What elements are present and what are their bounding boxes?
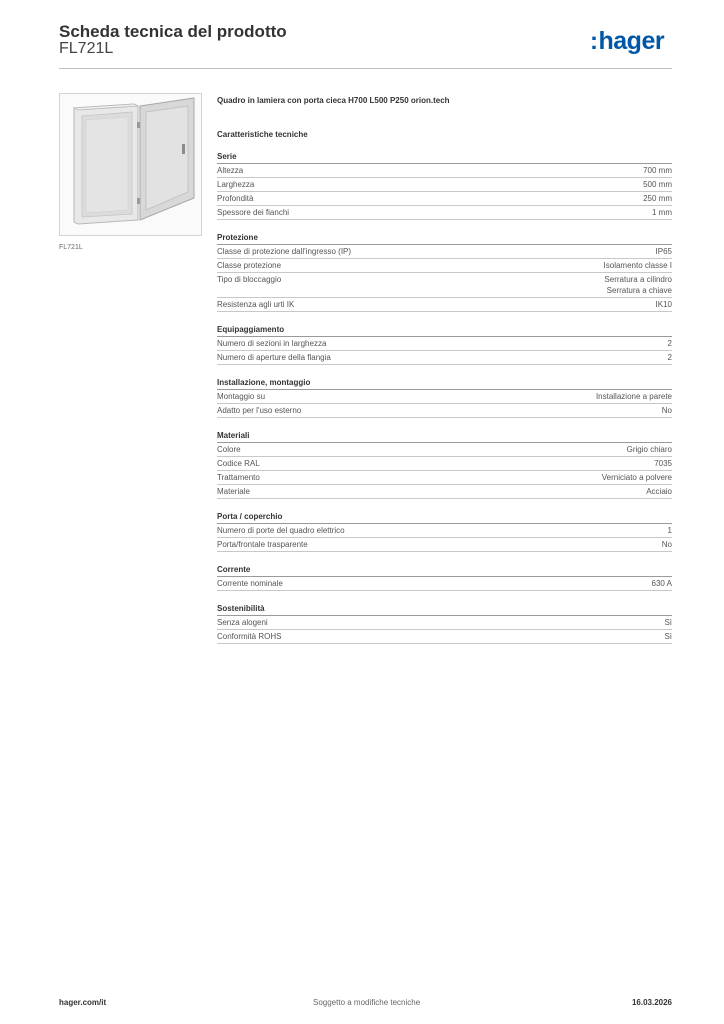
spec-row bbox=[217, 471, 672, 485]
spec-value: No bbox=[661, 540, 672, 549]
spec-row bbox=[217, 337, 672, 351]
spec-section bbox=[217, 232, 672, 312]
spec-row bbox=[217, 524, 672, 538]
spec-value: 2 bbox=[667, 339, 672, 348]
page-title: Scheda tecnica del prodotto bbox=[59, 22, 287, 41]
spec-row bbox=[217, 164, 672, 178]
section-title: Equipaggiamento bbox=[217, 324, 672, 337]
spec-value: 1 mm bbox=[652, 208, 672, 217]
section-title: Serie bbox=[217, 151, 672, 164]
product-code: FL721L bbox=[59, 40, 114, 57]
spec-label: Numero di aperture della flangia bbox=[217, 353, 331, 362]
spec-label: Conformità ROHS bbox=[217, 632, 282, 641]
spec-sections bbox=[217, 151, 672, 644]
spec-row bbox=[217, 273, 672, 298]
section-title: Corrente bbox=[217, 564, 672, 577]
hager-logo bbox=[590, 27, 664, 56]
section-title: Sostenibilità bbox=[217, 603, 672, 616]
spec-label: Profondità bbox=[217, 194, 254, 203]
cabinet-illustration-icon bbox=[60, 94, 201, 235]
spec-row bbox=[217, 485, 672, 499]
section-title: Protezione bbox=[217, 232, 672, 245]
logo-text: hager bbox=[598, 27, 665, 55]
spec-value: 500 mm bbox=[643, 180, 672, 189]
spec-value: 700 mm bbox=[643, 166, 672, 175]
spec-label: Classe protezione bbox=[217, 261, 282, 270]
spec-label: Larghezza bbox=[217, 180, 255, 189]
logo-colon-icon: : bbox=[590, 28, 598, 55]
spec-row bbox=[217, 443, 672, 457]
spec-section bbox=[217, 377, 672, 418]
spec-value: Grigio chiaro bbox=[626, 445, 672, 454]
section-title: Materiali bbox=[217, 430, 672, 443]
spec-label: Colore bbox=[217, 445, 241, 454]
spec-value: 7035 bbox=[654, 459, 672, 468]
footer-website-link[interactable]: hager.com/it bbox=[59, 998, 107, 1007]
spec-section bbox=[217, 603, 672, 644]
spec-row bbox=[217, 616, 672, 630]
spec-sheet bbox=[217, 95, 672, 644]
spec-value: Installazione a parete bbox=[595, 392, 672, 401]
spec-label: Porta/frontale trasparente bbox=[217, 540, 308, 549]
spec-label: Corrente nominale bbox=[217, 579, 283, 588]
spec-value: IP65 bbox=[655, 247, 672, 256]
footer-note: Soggetto a modifiche tecniche bbox=[313, 998, 421, 1007]
footer-date: 16.03.2026 bbox=[631, 998, 672, 1007]
spec-section bbox=[217, 511, 672, 552]
spec-value: Acciaio bbox=[646, 487, 672, 496]
section-title: Installazione, montaggio bbox=[217, 377, 672, 390]
spec-value: Sì bbox=[664, 618, 672, 627]
spec-value: 1 bbox=[667, 526, 672, 535]
spec-label: Senza alogeni bbox=[217, 618, 268, 627]
spec-section bbox=[217, 324, 672, 365]
spec-label: Adatto per l'uso esterno bbox=[217, 406, 302, 415]
spec-row bbox=[217, 351, 672, 365]
spec-row bbox=[217, 259, 672, 273]
spec-row bbox=[217, 245, 672, 259]
product-image bbox=[59, 93, 202, 236]
spec-label: Montaggio su bbox=[217, 392, 266, 401]
spec-label: Materiale bbox=[217, 487, 250, 496]
spec-row bbox=[217, 298, 672, 312]
spec-value: Serratura a cilindro Serratura a chiave bbox=[604, 275, 672, 295]
section-title: Porta / coperchio bbox=[217, 511, 672, 524]
spec-value: 250 mm bbox=[643, 194, 672, 203]
spec-label: Numero di sezioni in larghezza bbox=[217, 339, 327, 348]
spec-row bbox=[217, 206, 672, 220]
product-description: Quadro in lamiera con porta cieca H700 L500 P250 orion.tech bbox=[217, 96, 450, 105]
spec-label: Classe di protezione dall'ingresso (IP) bbox=[217, 247, 352, 256]
spec-value: IK10 bbox=[655, 300, 672, 309]
spec-value: Isolamento classe I bbox=[603, 261, 672, 270]
spec-label: Numero di porte del quadro elettrico bbox=[217, 526, 345, 535]
tech-characteristics-title: Caratteristiche tecniche bbox=[217, 130, 308, 139]
spec-value: Sì bbox=[664, 632, 672, 641]
spec-label: Trattamento bbox=[217, 473, 260, 482]
spec-value: No bbox=[661, 406, 672, 415]
spec-section bbox=[217, 564, 672, 591]
spec-row bbox=[217, 390, 672, 404]
spec-label: Altezza bbox=[217, 166, 244, 175]
spec-row bbox=[217, 577, 672, 591]
spec-section bbox=[217, 151, 672, 220]
spec-label: Spessore dei fianchi bbox=[217, 208, 290, 217]
spec-row bbox=[217, 457, 672, 471]
spec-label: Tipo di bloccaggio bbox=[217, 275, 282, 284]
spec-label: Codice RAL bbox=[217, 459, 260, 468]
spec-row bbox=[217, 538, 672, 552]
spec-row bbox=[217, 192, 672, 206]
spec-row bbox=[217, 178, 672, 192]
spec-row bbox=[217, 404, 672, 418]
image-caption: FL721L bbox=[59, 244, 83, 251]
spec-value: 630 A bbox=[651, 579, 672, 588]
spec-value: 2 bbox=[667, 353, 672, 362]
spec-row bbox=[217, 630, 672, 644]
header-divider bbox=[59, 68, 672, 69]
spec-label: Resistenza agli urti IK bbox=[217, 300, 295, 309]
spec-section bbox=[217, 430, 672, 499]
spec-value: Verniciato a polvere bbox=[601, 473, 672, 482]
